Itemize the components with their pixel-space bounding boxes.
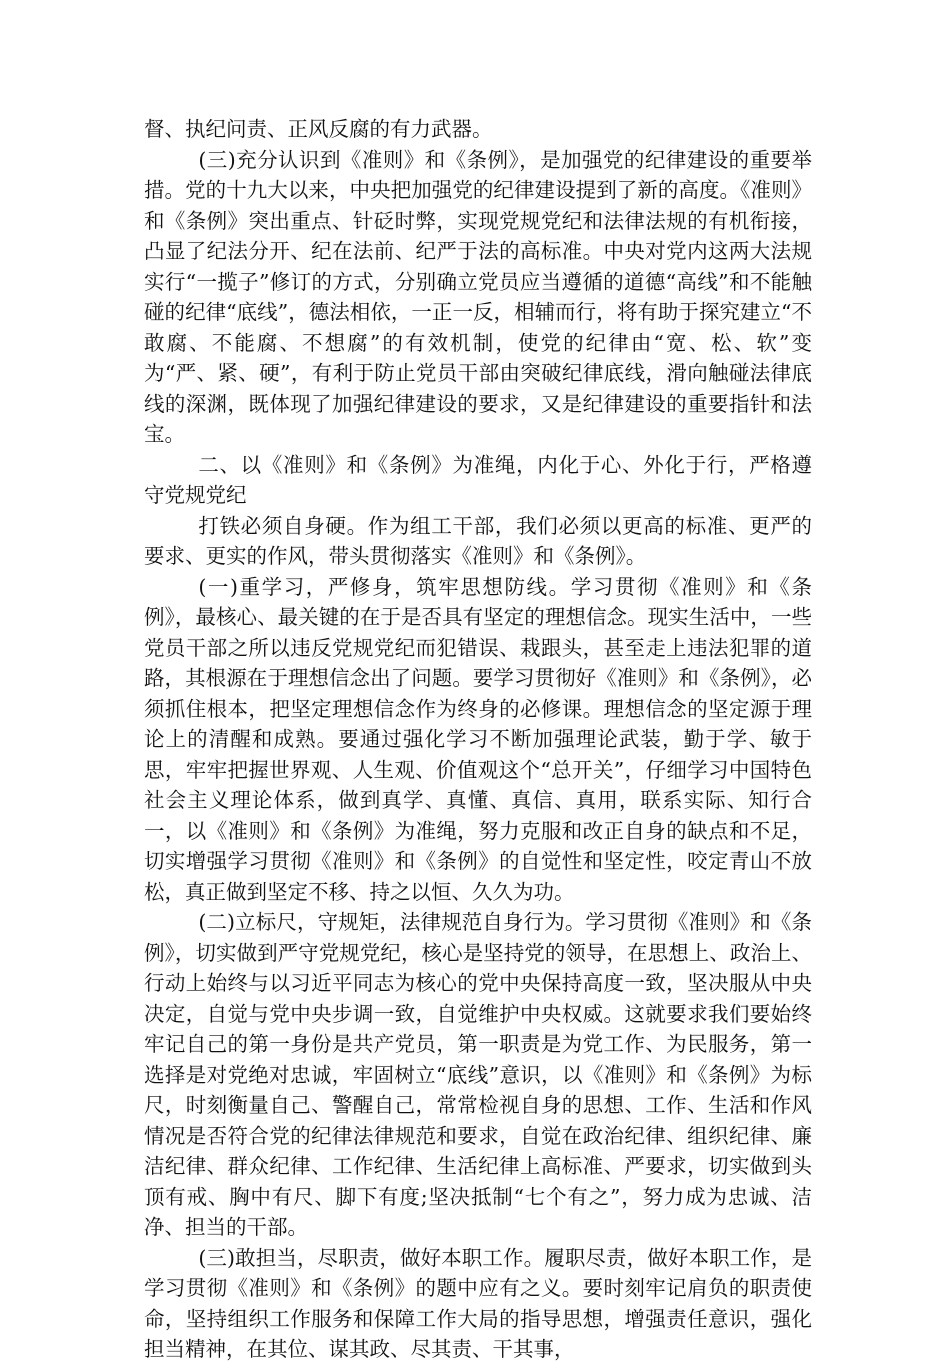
paragraph-section-2-2: (二)立标尺，守规矩，法律规范自身行为。学习贯彻《准则》和《条例》，切实做到严守党规党纪，核心是坚持党的领导，在思想上、政治上、行动上始终与以习近平同志为核心的党中央保持高度一致，坚决服从中央决定，自觉与党中央步调一致，自觉维护中央权威。这就要求我们要始终牢记自己的第一身份是共产党员，第一职责是为党工作、为民服务，第一选择是对党绝对忠诚，牢固树立“底线”意识，以《准则》和《条例》为标尺，时刻衡量自己、警醒自己，常常检视自身的思想、工作、生活和作风情况是否符合党的纪律法律规范和要求，自觉在政治纪律、组织纪律、廉洁纪律、群众纪律、工作纪律、生活纪律上高标准、严要求，切实做到头顶有戒、胸中有尺、脚下有度;坚决抵制“七个有之”，努力成为忠诚、洁净、担当的干部。 <box>144 910 812 1239</box>
section-heading-2: 二、以《准则》和《条例》为准绳，内化于心、外化于行，严格遵守党规党纪 <box>144 452 812 507</box>
body-text <box>144 114 812 1365</box>
paragraph-section-2-1: (一)重学习，严修身，筑牢思想防线。学习贯彻《准则》和《条例》，最核心、最关键的在于是否具有坚定的理想信念。现实生活中，一些党员干部之所以违反党规党纪而犯错误、栽跟头，甚至走上违法犯罪的道路，其根源在于理想信念出了问题。要学习贯彻好《准则》和《条例》，必须抓住根本，把坚定理想信念作为终身的必修课。理想信念的坚定源于理论上的清醒和成熟。要通过强化学习不断加强理论武装，勤于学、敏于思，牢牢把握世界观、人生观、价值观这个“总开关”，仔细学习中国特色社会主义理论体系，做到真学、真懂、真信、真用，联系实际、知行合一，以《准则》和《条例》为准绳，努力克服和改正自身的缺点和不足，切实增强学习贯彻《准则》和《条例》的自觉性和坚定性，咬定青山不放松，真正做到坚定不移、持之以恒、久久为功。 <box>144 574 812 904</box>
paragraph-section-1-3: (三)充分认识到《准则》和《条例》，是加强党的纪律建设的重要举措。党的十九大以来，中央把加强党的纪律建设提到了新的高度。《准则》和《条例》突出重点、针砭时弊，实现党规党纪和法律法规的有机衔接，凸显了纪法分开、纪在法前、纪严于法的高标准。中央对党内这两大法规实行“一揽子”修订的方式，分别确立党员应当遵循的道德“高线”和不能触碰的纪律“底线”，德法相依，一正一反，相辅而行，将有助于探究建立“不敢腐、不能腐、不想腐”的有效机制，使党的纪律由“宽、松、软”变为“严、紧、硬”，有利于防止党员干部由突破纪律底线，滑向触碰法律底线的深渊，既体现了加强纪律建设的要求，又是纪律建设的重要指针和法宝。 <box>144 147 812 446</box>
paragraph-intro: 打铁必须自身硬。作为组工干部，我们必须以更高的标准、更严的要求、更实的作风，带头贯彻落实《准则》和《条例》。 <box>144 513 812 568</box>
paragraph-continuation: 督、执纪问责、正风反腐的有力武器。 <box>144 117 493 141</box>
paragraph-section-2-3: (三)敢担当，尽职责，做好本职工作。履职尽责，做好本职工作，是学习贯彻《准则》和《条例》的题中应有之义。要时刻牢记肩负的职责使命，坚持组织工作服务和保障工作大局的指导思想，增强责任意识，强化担当精神，在其位、谋其政、尽其责、干其事， <box>144 1245 812 1361</box>
